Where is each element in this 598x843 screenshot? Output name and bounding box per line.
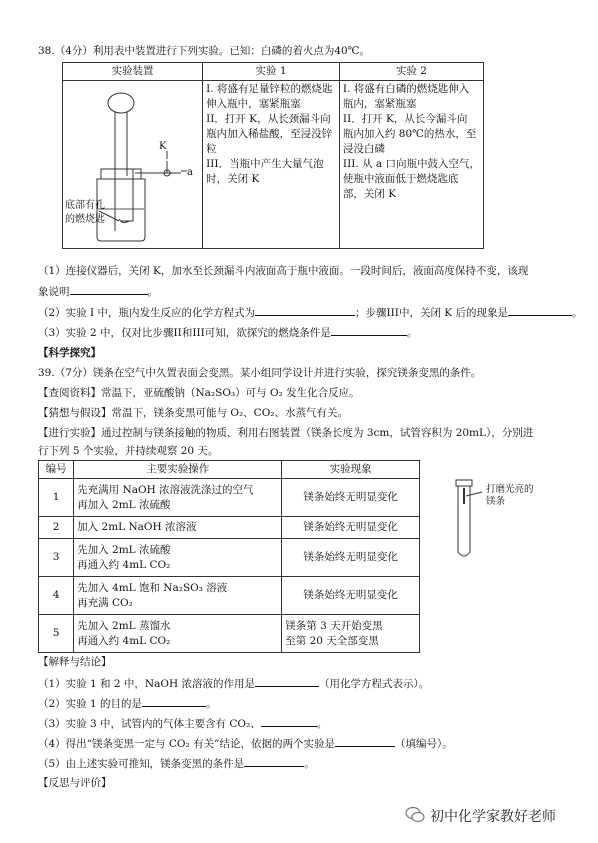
- watermark-text: 初中化学家教好老师: [430, 809, 556, 825]
- answer-blank[interactable]: [508, 305, 572, 316]
- q38-sub2: （2）实验 I 中，瓶内发生反应的化学方程式为 ；步骤III中，关闭 K 后的现象是 。: [38, 307, 583, 319]
- q39-lookup: 【查阅资料】常温下，亚硫酸钠（Na₂SO₃）可与 O₂ 发生化合反应。: [38, 387, 360, 399]
- q39-title: 39.（7分）镁条在空气中久置表面会变黑。某小组同学设计并进行实验，探究镁条变黑的条件。: [38, 367, 482, 379]
- exp1-line: III．当瓶中产生大量气泡: [206, 158, 324, 170]
- row-res: 镁条始终无明显变化: [282, 479, 420, 517]
- figure-label-magnesium: 打磨光亮的镁条: [486, 484, 534, 507]
- header-exp1: 实验 1: [203, 63, 340, 81]
- exp2-line: I. 将盛有白磷的燃烧匙伸入: [342, 83, 470, 95]
- q39-experiment-line1: 【进行实验】通过控制与镁条接触的物质，利用右图装置（镁条长度为 3cm，试管容积为 20mL），分别进: [38, 427, 534, 439]
- row-op: 加入 2mL NaOH 浓溶液: [74, 517, 282, 539]
- answer-blank[interactable]: [244, 756, 304, 767]
- answer-blank[interactable]: [70, 284, 148, 295]
- row-num: 3: [39, 539, 74, 577]
- label-spoon: 底部有孔的燃烧匙: [65, 200, 105, 225]
- exp2-line: 瓶内加入约 80℃的热水，至: [342, 128, 477, 140]
- q39-c3: （3）实验 3 中，试管内的气体主要含有 CO₂、 。: [38, 718, 328, 730]
- row-num: 1: [39, 479, 74, 517]
- exp2-cell: [339, 81, 483, 249]
- q38-sub1-line2: 象说明 。: [38, 286, 158, 298]
- answer-blank[interactable]: [255, 305, 355, 316]
- answer-blank[interactable]: [142, 696, 206, 707]
- header-exp2: 实验 2: [339, 63, 483, 81]
- table-row: [39, 615, 420, 653]
- row-op: 先充满用 NaOH 浓溶液洗涤过的空气 再加入 2mL 浓硫酸: [74, 479, 282, 517]
- exp1-line: I. 将盛有足量锌粒的燃烧匙: [206, 83, 333, 95]
- q39-table: [38, 460, 420, 653]
- label-a: a: [187, 167, 193, 178]
- answer-blank[interactable]: [331, 325, 407, 336]
- row-op: 先加入 2mL 浓硫酸 再通入约 4mL CO₂: [74, 539, 282, 577]
- q38-sub3: （3）实验 2 中，仅对比步骤II和III可知，欲探究的燃烧条件是 。: [38, 327, 418, 339]
- header-res: 实验现象: [282, 461, 420, 479]
- row-num: 5: [39, 615, 74, 653]
- row-res: 镁条始终无明显变化: [282, 577, 420, 615]
- row-res: 镁条始终无明显变化: [282, 517, 420, 539]
- row-res: 镁条始终无明显变化: [282, 539, 420, 577]
- exp1-line: II．打开 K，从长颈漏斗向: [206, 113, 331, 125]
- section-title: 【科学探究】: [38, 347, 101, 359]
- q39-experiment-line2: 行下列 5 个实验，并持续观察 20 天。: [38, 445, 219, 457]
- label-k: K: [159, 141, 167, 152]
- header-num: 编号: [39, 461, 74, 479]
- exp1-line: 瓶内加入稀盐酸，至浸没锌: [206, 128, 333, 140]
- exp2-line: 部，关闭 K: [342, 188, 397, 200]
- answer-blank[interactable]: [255, 676, 319, 687]
- row-num: 4: [39, 577, 74, 615]
- exp2-line: 瓶内，塞紧瓶塞: [342, 98, 417, 110]
- apparatus-figure: [63, 81, 203, 249]
- q39-hypothesis: 【猜想与假设】常温下，镁条变黑可能与 O₂、CO₂、水蒸气有关。: [38, 407, 349, 419]
- row-op: 先加入 4mL 饱和 Na₂SO₃ 溶液 再充满 CO₂: [74, 577, 282, 615]
- q39-c4: （4）得出“镁条变黑一定与 CO₂ 有关”结论，依据的两个实验是 （填编号）。: [38, 738, 453, 750]
- q38-table: [62, 62, 484, 249]
- q39-c2: （2）实验 1 的目的是 。: [38, 698, 217, 710]
- q38-sub1-line1: （1）连接仪器后，关闭 K，加水至长颈漏斗内液面高于瓶中液面。一段时间后，液面高度保持不变，该现: [38, 265, 529, 277]
- exp1-line: 伸入瓶中，塞紧瓶塞: [206, 98, 301, 110]
- row-res: 镁条第 3 天开始变黑 至第 20 天全部变黑: [282, 615, 420, 653]
- table-row: [39, 577, 420, 615]
- exp2-line: III. 从 a 口向瓶中鼓入空气，: [342, 158, 480, 170]
- exp1-line: 粒: [206, 143, 217, 155]
- exp1-line: 时，关闭 K: [206, 173, 260, 185]
- reflection-title: 【反思与评价】: [38, 777, 112, 789]
- exp2-line: 浸没白磷: [342, 143, 385, 155]
- answer-blank[interactable]: [335, 736, 395, 747]
- exp1-cell: [203, 81, 340, 249]
- row-op: 先加入 2mL 蒸馏水 再通入约 4mL CO₂: [74, 615, 282, 653]
- row-num: 2: [39, 517, 74, 539]
- q38-title: 38.（4分）利用表中装置进行下列实验。已知：白磷的着火点为40℃。: [38, 45, 370, 57]
- table-row: [39, 517, 420, 539]
- conclusion-title: 【解释与结论】: [38, 656, 112, 668]
- table-row: [39, 479, 420, 517]
- header-op: 主要实验操作: [74, 461, 282, 479]
- answer-blank[interactable]: [261, 716, 317, 727]
- table-row: [39, 539, 420, 577]
- exp2-line: 使瓶中液面低于燃烧匙底: [342, 173, 459, 185]
- header-apparatus: 实验装置: [63, 63, 203, 81]
- q39-c5: （5）由上述实验可推知，镁条变黑的条件是 。: [38, 758, 315, 770]
- q39-c1: （1）实验 1 和 2 中，NaOH 浓溶液的作用是 （用化学方程式表示）。: [38, 678, 430, 690]
- exp2-line: II．打开 K，从长今漏斗向: [342, 113, 468, 125]
- wechat-icon: [405, 806, 425, 824]
